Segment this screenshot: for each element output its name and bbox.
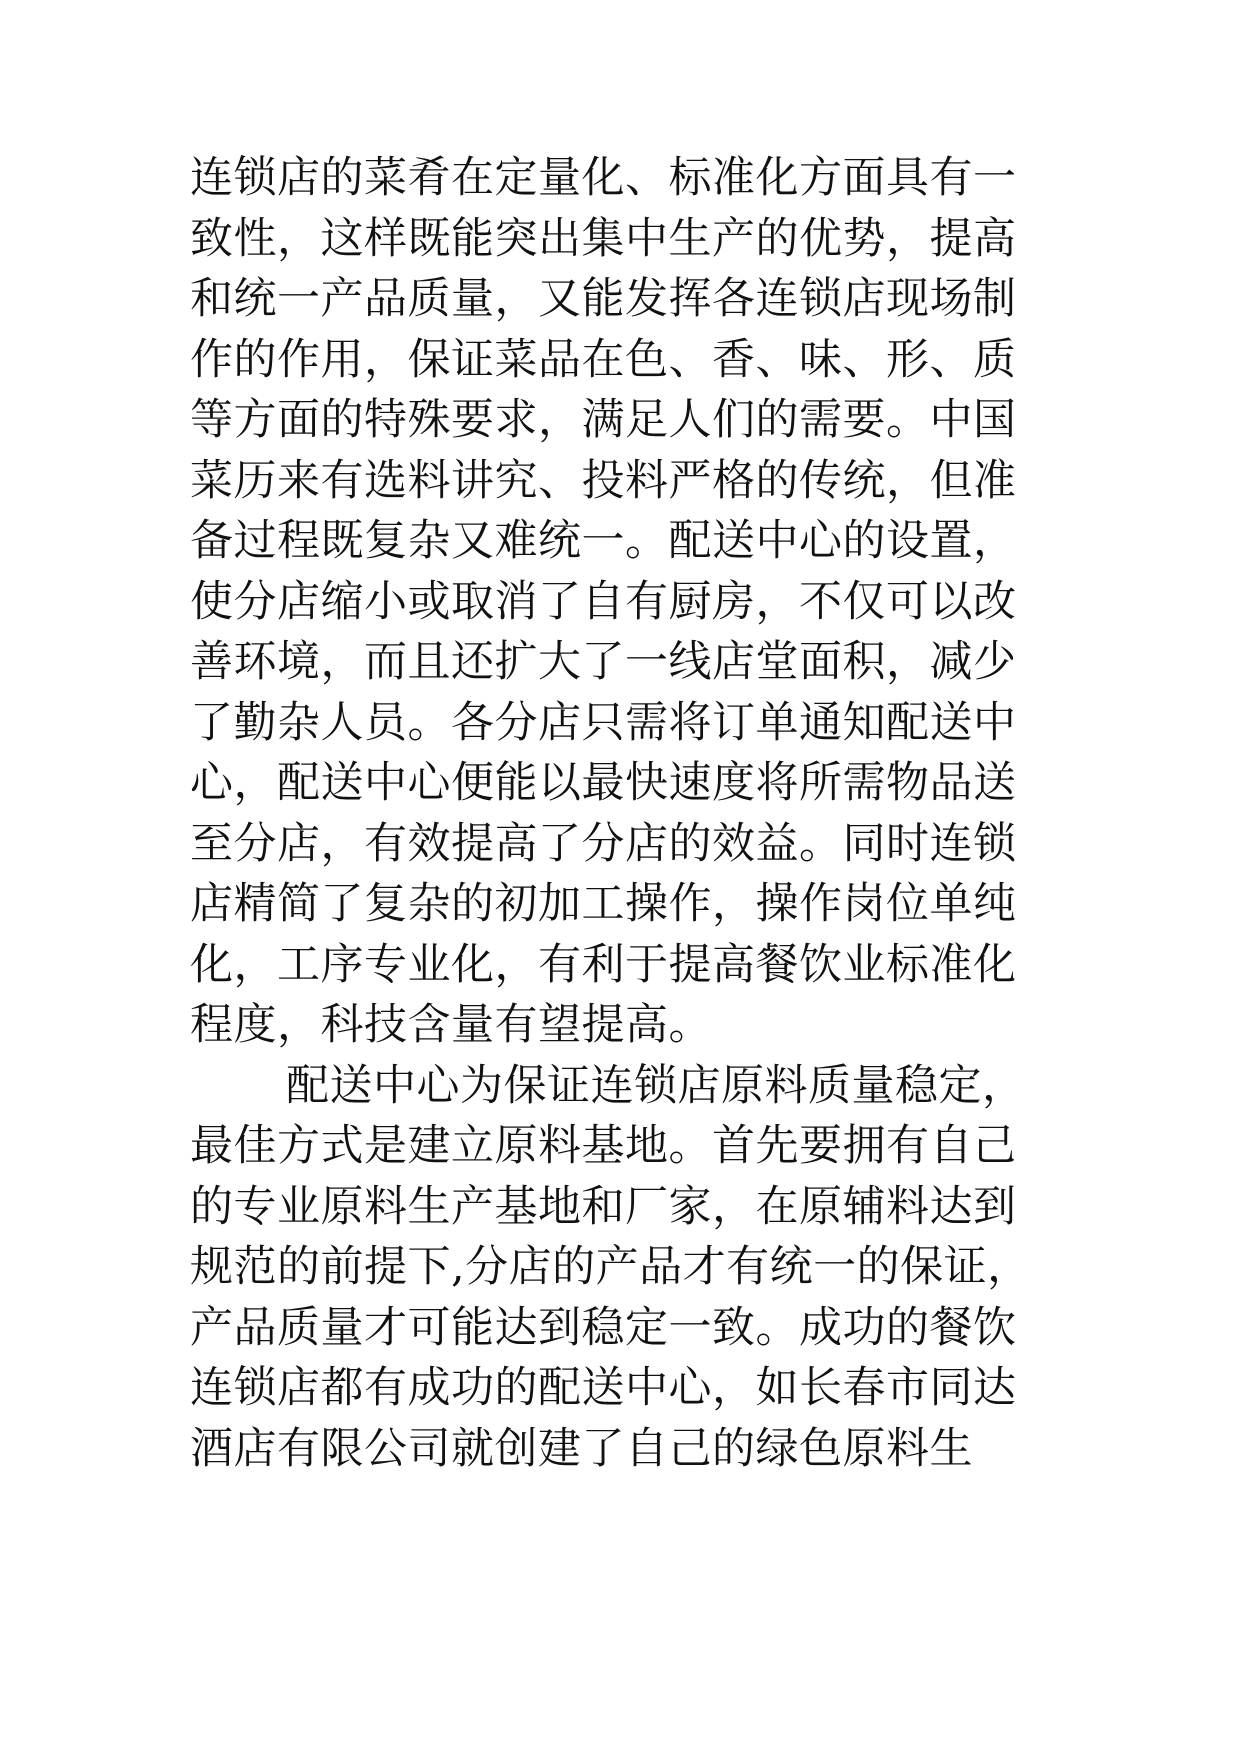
text-line-18: 的专业原料生产基地和厂家，在原辅料达到 [190,1181,1017,1232]
text-line-3: 和统一产品质量，又能发挥各连锁店现场制 [190,274,1017,324]
text-line-9: 善环境，而且还扩大了一线店堂面积，减少 [190,637,1017,687]
text-line-11: 心，配送中心便能以最快速度将所需物品送 [190,758,1017,808]
text-line-20: 产品质量才可能达到稳定一致。成功的餐饮 [190,1302,1017,1353]
body-text [190,148,1070,1479]
text-line-8: 使分店缩小或取消了自有厨房，不仅可以改 [190,576,1017,627]
text-line-4: 作的作用，保证菜品在色、香、味、形、质 [190,334,1017,385]
text-line-12: 至分店，有效提高了分店的效益。同时连锁 [190,818,1017,869]
text-line-22: 酒店有限公司就创建了自己的绿色原料生 [190,1423,973,1474]
text-line-15: 程度，科技含量有望提高。 [190,1000,712,1050]
text-line-21: 连锁店都有成功的配送中心，如长春市同达 [190,1363,1017,1413]
text-line-16-paragraph-start: 配送中心为保证连锁店原料质量稳定， [286,1060,1026,1111]
text-line-10: 了勤杂人员。各分店只需将订单通知配送中 [190,697,1017,748]
text-line-7: 备过程既复杂又难统一。配送中心的设置， [190,516,1017,566]
text-line-17: 最佳方式是建立原料基地。首先要拥有自己 [190,1121,1017,1171]
text-line-2: 致性，这样既能突出集中生产的优势，提高 [190,213,1017,264]
text-line-14: 化，工序专业化，有利于提高餐饮业标准化 [190,939,1017,990]
text-line-1: 连锁店的菜肴在定量化、标准化方面具有一 [190,153,1017,203]
text-line-13: 店精简了复杂的初加工操作，操作岗位单纯 [190,879,1017,929]
text-line-19: 规范的前提下,分店的产品才有统一的保证， [190,1242,1031,1292]
text-line-5: 等方面的特殊要求，满足人们的需要。中国 [190,395,1017,445]
text-line-6: 菜历来有选料讲究、投料严格的传统，但准 [190,455,1017,506]
